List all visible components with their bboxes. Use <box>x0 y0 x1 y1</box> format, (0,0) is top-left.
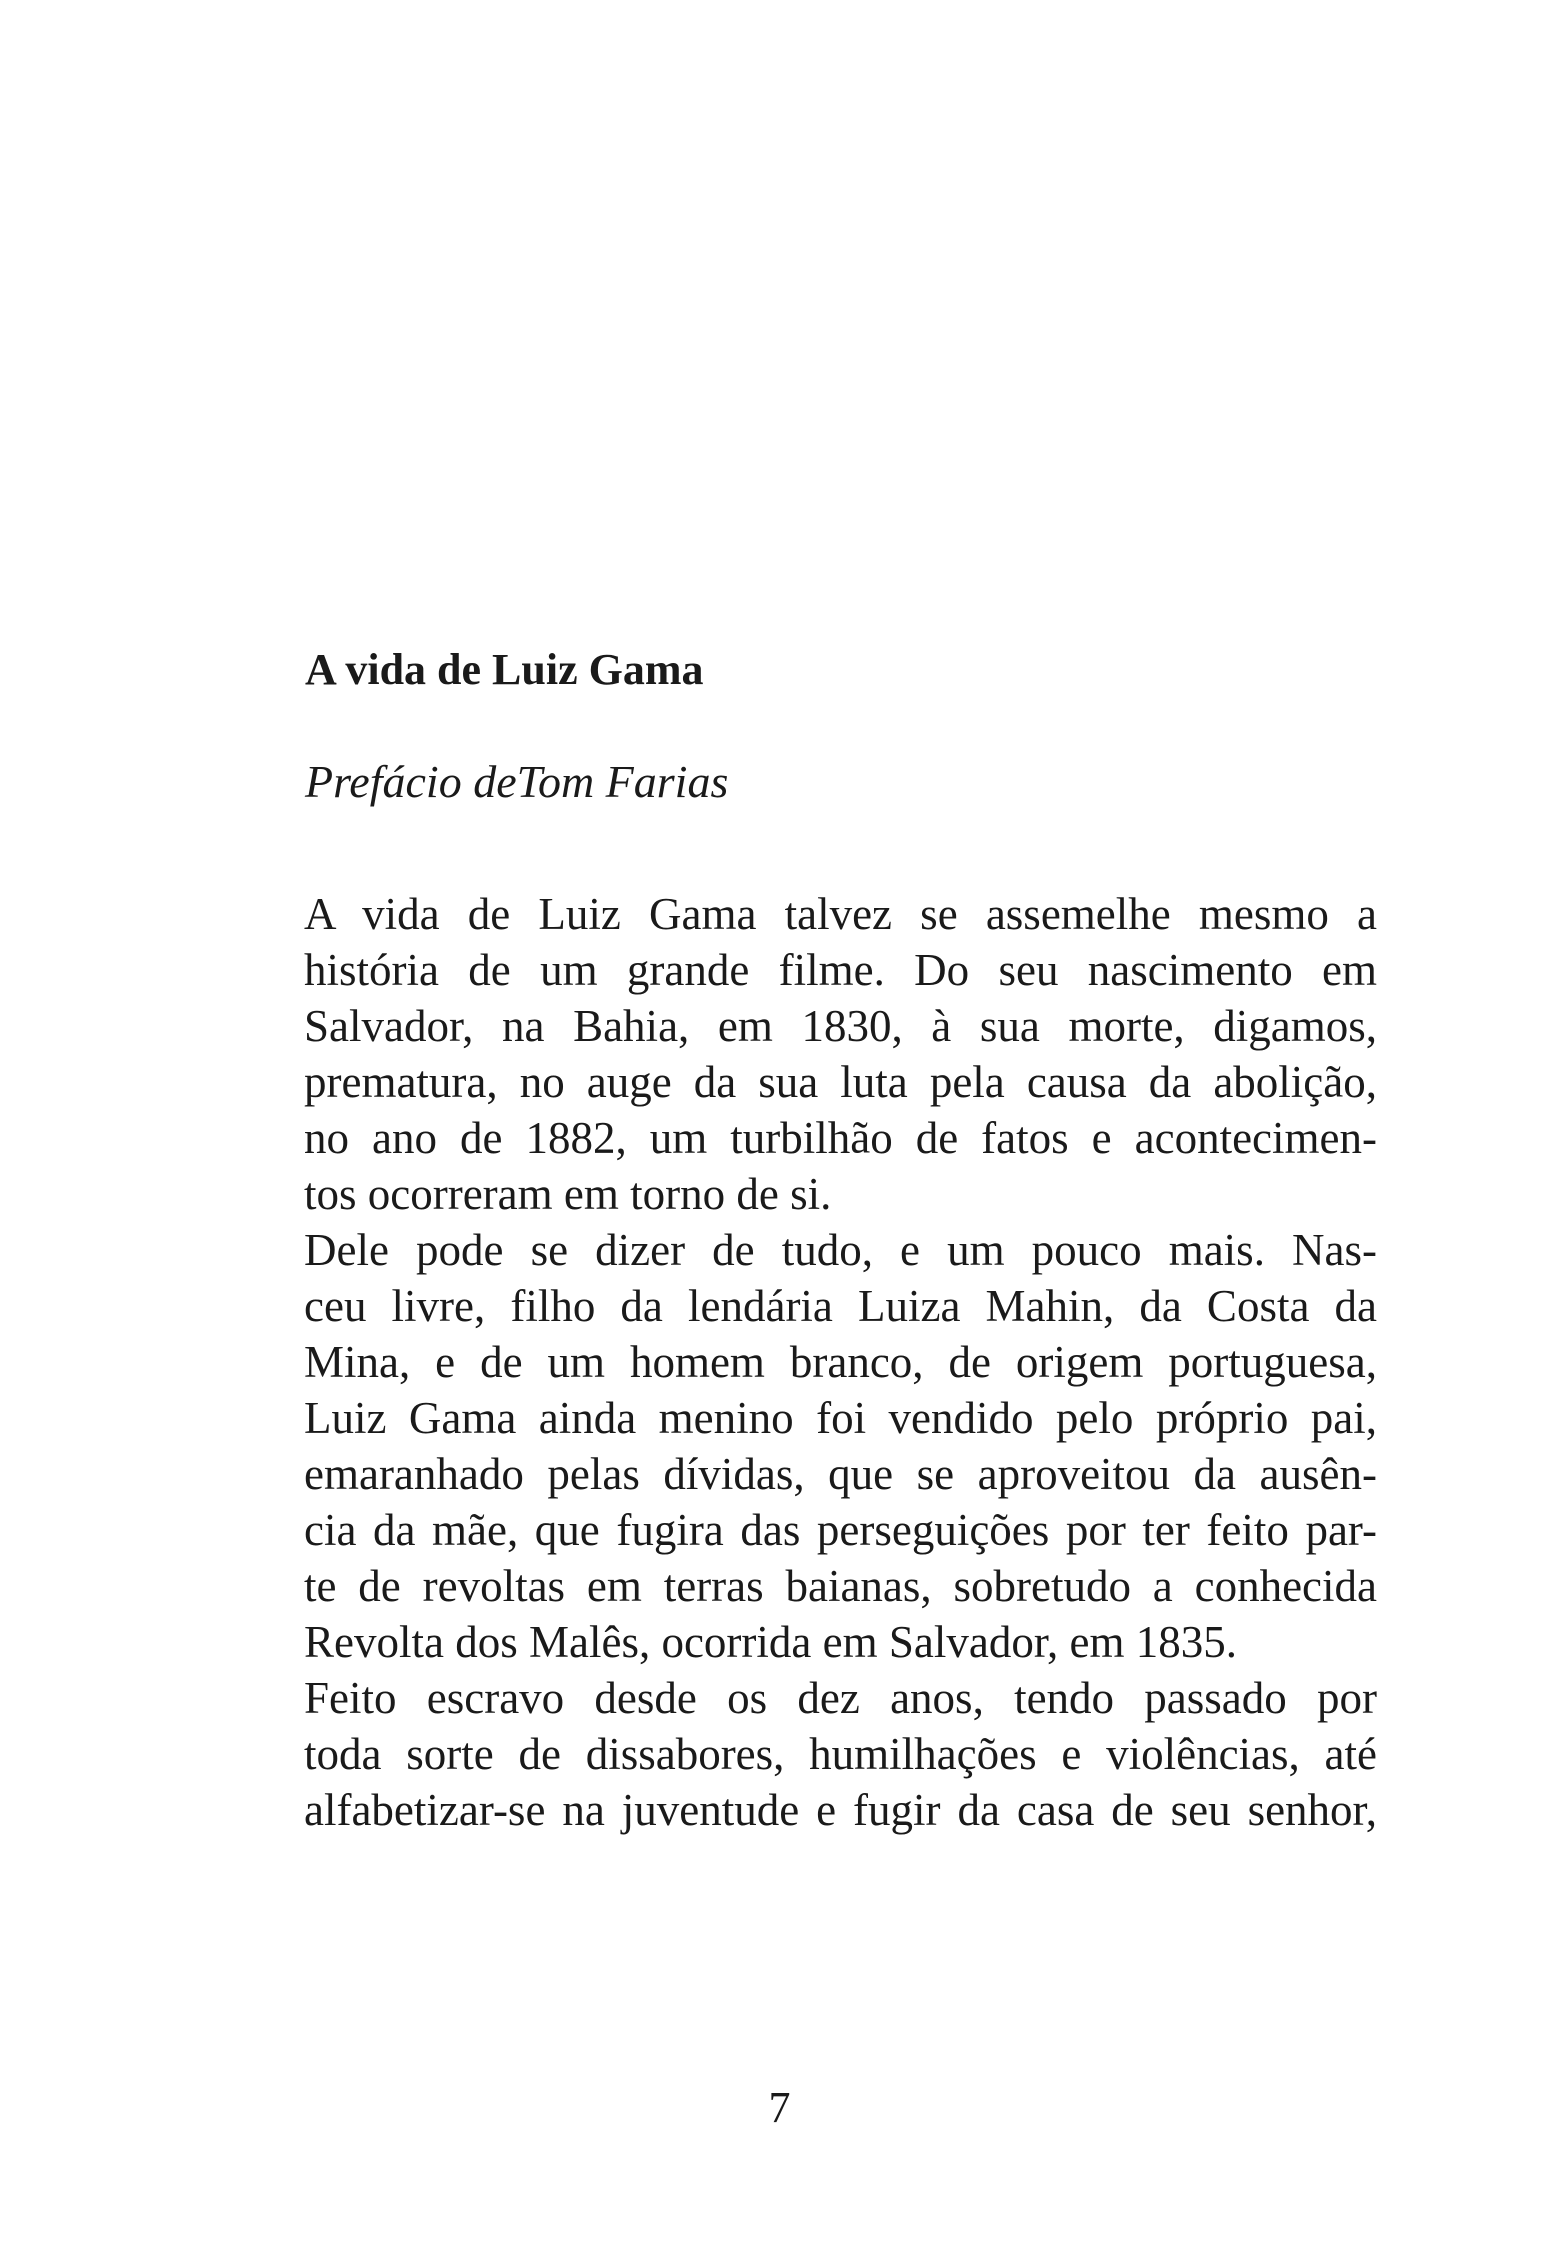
text-line: Salvador, na Bahia, em 1830, à sua morte, digamos, <box>304 1001 1377 1051</box>
text-line: prematura, no auge da sua luta pela causa da abolição, <box>304 1057 1377 1107</box>
text-line: tos ocorreram em torno de si. <box>304 1169 832 1219</box>
text-line: Mina, e de um homem branco, de origem portuguesa, <box>304 1337 1377 1387</box>
text-line: ceu livre, filho da lendária Luiza Mahin, da Costa da <box>304 1281 1377 1331</box>
chapter-subtitle: Prefácio deTom Farias <box>305 756 729 807</box>
text-line: Luiz Gama ainda menino foi vendido pelo próprio pai, <box>304 1393 1377 1443</box>
chapter-title: A vida de Luiz Gama <box>305 645 704 694</box>
text-line: te de revoltas em terras baianas, sobretudo a conhecida <box>304 1561 1377 1611</box>
text-line: história de um grande filme. Do seu nascimento em <box>304 945 1377 995</box>
paragraph-1 <box>234 886 1377 1222</box>
paragraph-2 <box>234 1222 1377 1670</box>
text-line: emaranhado pelas dívidas, que se aproveitou da ausên- <box>304 1449 1377 1499</box>
text-line: cia da mãe, que fugira das perseguições por ter feito par- <box>304 1505 1377 1555</box>
text-line: toda sorte de dissabores, humilhações e violências, até <box>304 1729 1377 1779</box>
text-line: alfabetizar-se na juventude e fugir da casa de seu senhor, <box>304 1785 1377 1835</box>
text-line: no ano de 1882, um turbilhão de fatos e acontecimen- <box>304 1113 1377 1163</box>
paragraph-3 <box>234 1670 1377 1838</box>
text-line: Feito escravo desde os dez anos, tendo passado por <box>304 1673 1377 1723</box>
body-text <box>234 886 1377 1838</box>
text-line: A vida de Luiz Gama talvez se assemelhe mesmo a <box>304 889 1377 939</box>
text-line: Dele pode se dizer de tudo, e um pouco mais. Nas- <box>304 1225 1377 1275</box>
text-line: Revolta dos Malês, ocorrida em Salvador, em 1835. <box>304 1617 1237 1667</box>
page-number: 7 <box>768 2083 791 2132</box>
